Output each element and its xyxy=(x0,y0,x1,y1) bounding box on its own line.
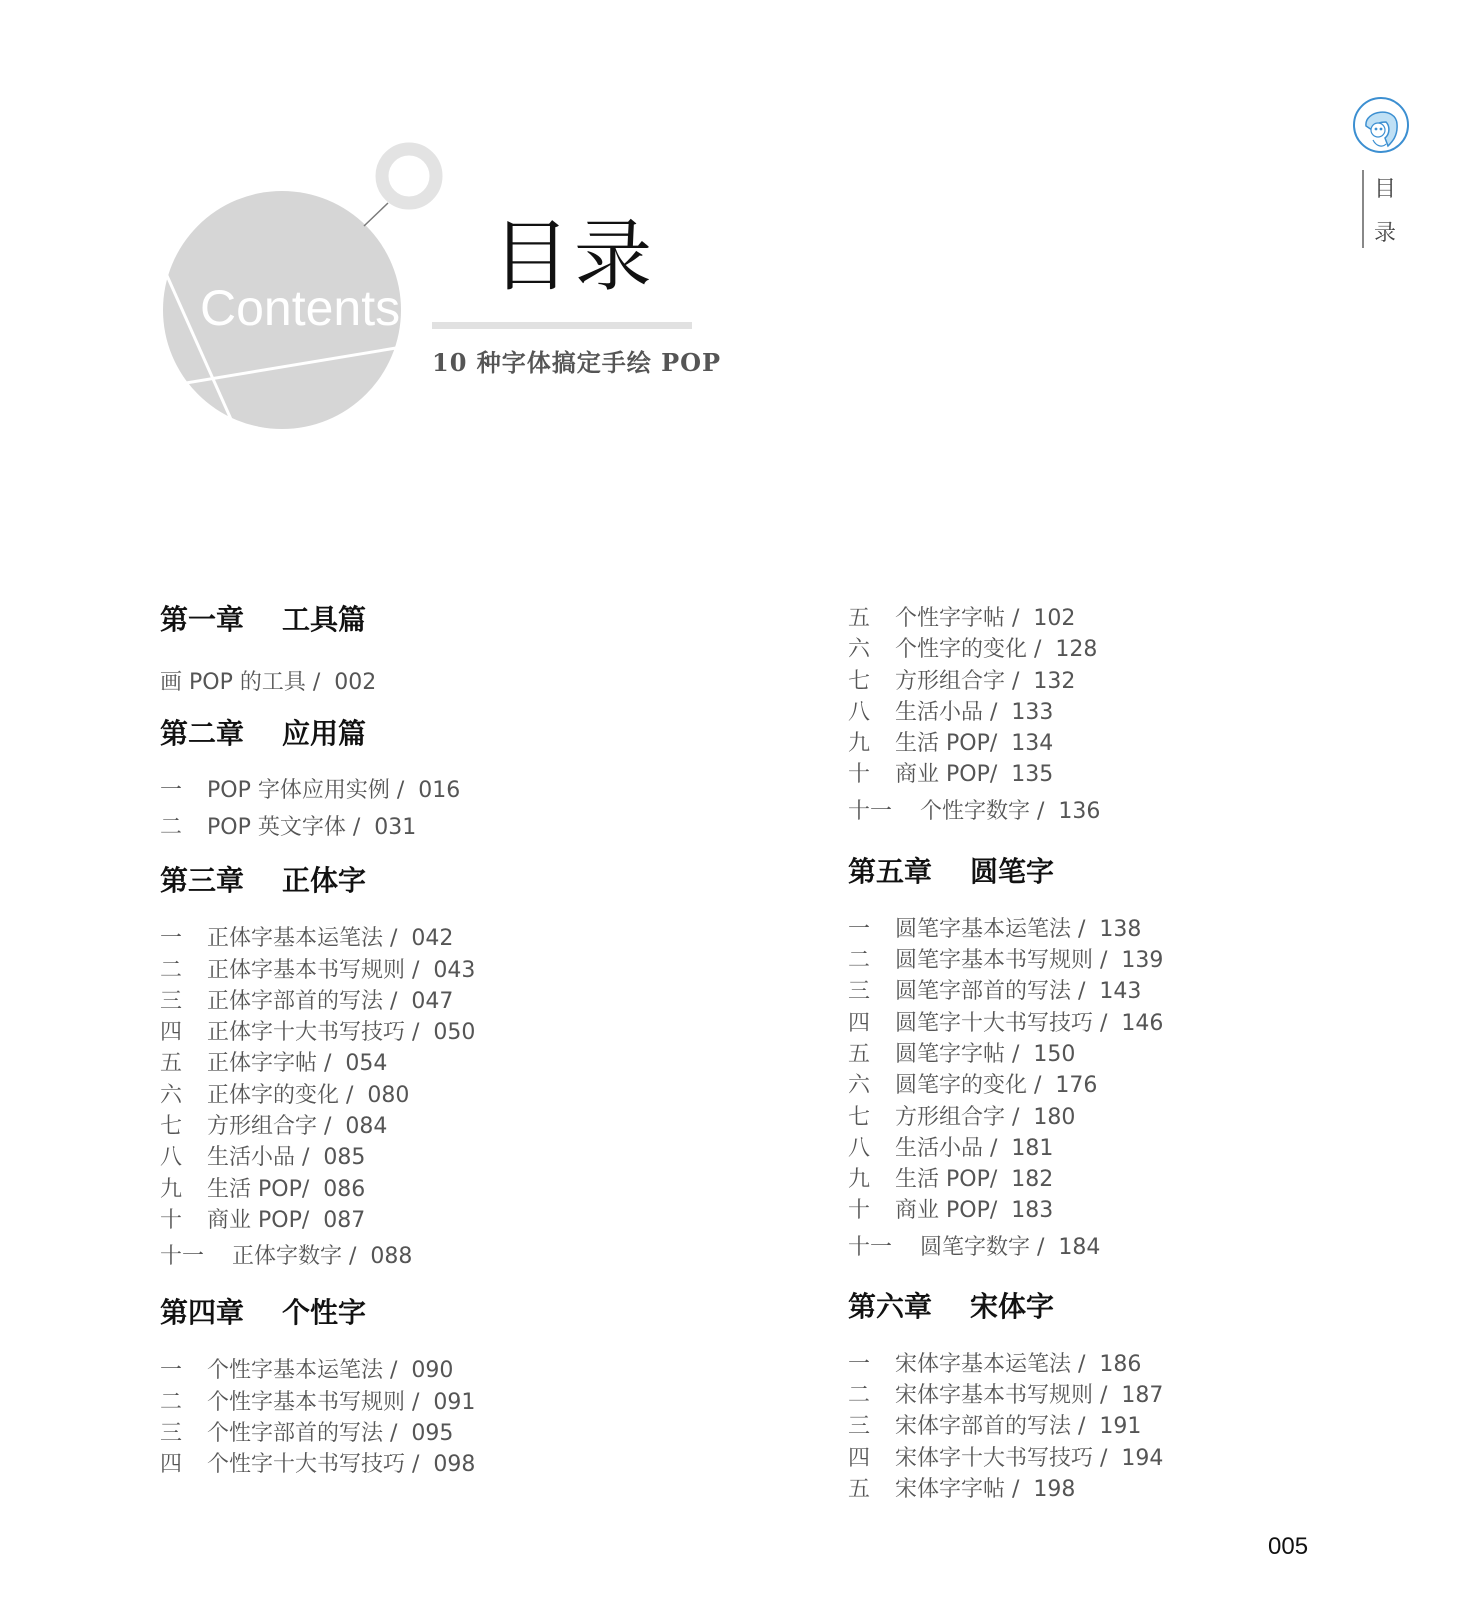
entry-title: 圆笔字基本运笔法 / xyxy=(895,916,1086,942)
entry-title: 圆笔字十大书写技巧 / xyxy=(895,1010,1108,1036)
entry-number: 十 xyxy=(160,1207,183,1233)
toc-entry[interactable] xyxy=(160,923,660,954)
toc-entry[interactable] xyxy=(160,667,660,698)
entry-title: POP 英文字体 / xyxy=(207,815,361,841)
toc-entry[interactable] xyxy=(848,1443,1348,1474)
entry-title: 圆笔字的变化 / xyxy=(895,1073,1042,1099)
chapter-name: 宋体字 xyxy=(970,1289,1055,1323)
entry-number: 八 xyxy=(848,699,871,725)
entry-title: 正体字数字 / xyxy=(232,1244,357,1270)
toc-entry[interactable] xyxy=(848,1380,1348,1411)
toc-entry[interactable] xyxy=(848,976,1348,1007)
entry-title: 正体字的变化 / xyxy=(207,1082,354,1108)
toc-entry[interactable] xyxy=(160,1174,660,1205)
toc-entry[interactable] xyxy=(848,1232,1348,1264)
chapter-2 xyxy=(160,714,660,846)
chapter-entries xyxy=(160,923,660,1273)
entry-number: 八 xyxy=(848,1135,871,1161)
entry-page: 054 xyxy=(345,1051,388,1077)
entry-number: 二 xyxy=(160,1389,183,1415)
entry-number: 九 xyxy=(848,731,871,757)
chapter-name: 正体字 xyxy=(282,864,367,898)
entry-number: 一 xyxy=(160,926,183,952)
side-label-char-2: 录 xyxy=(1374,221,1397,246)
entry-page: 002 xyxy=(334,670,377,695)
page-subtitle: 10 种字体搞定手绘 POP xyxy=(432,348,722,377)
entry-title: 正体字字帖 / xyxy=(207,1051,332,1077)
entry-title: 圆笔字字帖 / xyxy=(895,1041,1020,1067)
toc-entry[interactable] xyxy=(848,603,1348,634)
entry-page: 136 xyxy=(1058,798,1101,824)
entry-number: 二 xyxy=(160,815,183,841)
entry-title: 个性字字帖 / xyxy=(895,606,1020,631)
entry-number: 十 xyxy=(848,762,871,788)
chapter-number: 第五章 xyxy=(848,854,933,888)
toc-entry[interactable] xyxy=(848,634,1348,665)
chapter-3 xyxy=(160,861,660,1273)
entry-number: 六 xyxy=(848,637,871,663)
entry-title: 个性字部首的写法 / xyxy=(207,1420,398,1446)
toc-entry[interactable] xyxy=(160,1387,660,1418)
toc-entry[interactable] xyxy=(160,772,660,809)
entry-number: 五 xyxy=(848,1041,871,1067)
entry-page: 181 xyxy=(1011,1135,1054,1161)
entry-title: 宋体字十大书写技巧 / xyxy=(895,1445,1108,1471)
toc-entry[interactable] xyxy=(848,759,1348,790)
entry-page: 150 xyxy=(1033,1041,1076,1067)
entry-page: 043 xyxy=(433,957,476,983)
toc-entry[interactable] xyxy=(160,955,660,986)
chapter-number: 第三章 xyxy=(160,864,245,898)
entry-title: 生活小品 / xyxy=(207,1145,310,1171)
ring-ornament xyxy=(382,149,436,203)
entry-page: 133 xyxy=(1011,699,1054,725)
side-divider xyxy=(1362,170,1364,248)
entry-number: 二 xyxy=(848,1383,871,1409)
page-number: 005 xyxy=(1268,1533,1309,1560)
entry-title: 正体字基本运笔法 / xyxy=(207,926,398,952)
entry-number: 四 xyxy=(848,1010,871,1036)
entry-page: 182 xyxy=(1011,1167,1054,1193)
toc-left-column xyxy=(160,600,660,1480)
entry-page: 091 xyxy=(433,1389,476,1415)
entry-title: 正体字十大书写技巧 / xyxy=(207,1020,420,1046)
entry-number: 十一 xyxy=(848,798,893,824)
entry-page: 183 xyxy=(1011,1198,1054,1224)
entry-title: 宋体字基本书写规则 / xyxy=(895,1383,1108,1409)
side-section-label xyxy=(1374,168,1398,256)
entry-title: 生活 POP/ xyxy=(895,1167,998,1193)
entry-number: 三 xyxy=(848,979,871,1005)
chapter-entries xyxy=(160,1355,660,1480)
entry-number: 四 xyxy=(160,1020,183,1046)
toc-entry[interactable] xyxy=(848,1349,1348,1380)
chapter-number: 第一章 xyxy=(160,603,245,636)
chapter-name: 个性字 xyxy=(282,1296,367,1330)
chapter-heading xyxy=(160,1293,660,1333)
toc-entry[interactable] xyxy=(848,796,1348,828)
entry-page: 146 xyxy=(1121,1010,1164,1036)
entry-title: 圆笔字基本书写规则 / xyxy=(895,948,1108,974)
entry-number: 六 xyxy=(848,1073,871,1099)
entry-number: 八 xyxy=(160,1145,183,1171)
toc-entry[interactable] xyxy=(160,986,660,1017)
toc-entry[interactable] xyxy=(848,1070,1348,1101)
entry-number: 三 xyxy=(848,1414,871,1440)
chapter-entries xyxy=(848,603,1348,828)
entry-number: 三 xyxy=(160,988,183,1014)
entry-title: 个性字基本书写规则 / xyxy=(207,1389,420,1415)
entry-title: 宋体字基本运笔法 / xyxy=(895,1351,1086,1377)
entry-number: 六 xyxy=(160,1082,183,1108)
entry-page: 090 xyxy=(411,1358,454,1384)
entry-page: 098 xyxy=(433,1452,476,1478)
entry-title: 正体字部首的写法 / xyxy=(207,988,398,1014)
entry-number: 一 xyxy=(160,1358,183,1384)
entry-number: 九 xyxy=(160,1176,183,1202)
entry-page: 047 xyxy=(411,988,454,1014)
entry-number: 十一 xyxy=(848,1234,893,1260)
toc-entry[interactable] xyxy=(160,1355,660,1386)
entry-page: 138 xyxy=(1099,916,1142,942)
entry-number: 七 xyxy=(160,1114,183,1140)
chapter-heading xyxy=(848,1287,1348,1327)
entry-number: 五 xyxy=(848,606,871,631)
entry-title: 生活小品 / xyxy=(895,699,998,725)
toc-entry[interactable] xyxy=(848,1102,1348,1133)
ring-connector xyxy=(364,203,388,226)
entry-page: 016 xyxy=(418,778,461,804)
entry-number: 九 xyxy=(848,1167,871,1193)
entry-title: 商业 POP/ xyxy=(207,1207,310,1233)
entry-title: 生活 POP/ xyxy=(895,731,998,757)
entry-title: 个性字十大书写技巧 / xyxy=(207,1452,420,1478)
entry-page: 080 xyxy=(367,1082,410,1108)
toc-entry[interactable] xyxy=(848,1474,1348,1505)
chapter-1 xyxy=(160,600,660,698)
entry-title: 商业 POP/ xyxy=(895,1198,998,1224)
toc-entry[interactable] xyxy=(848,1411,1348,1442)
entry-page: 088 xyxy=(370,1244,413,1270)
entry-number: 一 xyxy=(848,916,871,942)
chapter-entries xyxy=(160,772,660,846)
toc-entry[interactable] xyxy=(848,1039,1348,1070)
entry-number: 二 xyxy=(160,957,183,983)
toc-entry[interactable] xyxy=(160,1418,660,1449)
entry-title: 个性字基本运笔法 / xyxy=(207,1358,398,1384)
toc-entry[interactable] xyxy=(848,1164,1348,1195)
toc-entry[interactable] xyxy=(160,1017,660,1048)
entry-page: 085 xyxy=(323,1145,366,1171)
entry-page: 087 xyxy=(323,1207,366,1233)
chapter-heading xyxy=(848,852,1348,892)
entry-page: 050 xyxy=(433,1020,476,1046)
entry-number: 二 xyxy=(848,948,871,974)
chapter-heading xyxy=(160,714,660,754)
cartoon-girl-logo-icon xyxy=(1352,96,1410,154)
chapter-number: 第六章 xyxy=(848,1289,933,1323)
page-title: 目录 xyxy=(492,212,657,302)
chapter-4 xyxy=(160,1293,660,1480)
toc-entry[interactable] xyxy=(848,1195,1348,1226)
entry-number: 四 xyxy=(160,1452,183,1478)
toc-entry[interactable] xyxy=(160,1142,660,1173)
chapter-6 xyxy=(848,1287,1348,1505)
entry-title: 个性字的变化 / xyxy=(895,637,1042,663)
toc-entry[interactable] xyxy=(160,1080,660,1111)
entry-number: 七 xyxy=(848,668,871,694)
entry-page: 084 xyxy=(345,1114,388,1140)
entry-title: 圆笔字数字 / xyxy=(920,1234,1045,1260)
entry-title: 正体字基本书写规则 / xyxy=(207,957,420,983)
chapter-4-continued xyxy=(848,603,1348,828)
toc-entry[interactable] xyxy=(848,697,1348,728)
entry-page: 128 xyxy=(1055,637,1098,663)
entry-title: 方形组合字 / xyxy=(895,1104,1020,1130)
entry-number: 五 xyxy=(160,1051,183,1077)
toc-entry[interactable] xyxy=(160,1048,660,1079)
chapter-entries xyxy=(848,914,1348,1264)
side-label-char-1: 目 xyxy=(1374,177,1397,202)
entry-number: 四 xyxy=(848,1445,871,1471)
entry-page: 143 xyxy=(1099,979,1142,1005)
entry-number: 十 xyxy=(848,1198,871,1224)
entry-page: 132 xyxy=(1033,668,1076,694)
toc-entry[interactable] xyxy=(848,945,1348,976)
entry-page: 042 xyxy=(411,926,454,952)
toc-entry[interactable] xyxy=(160,1449,660,1480)
entry-number: 三 xyxy=(160,1420,183,1446)
entry-page: 095 xyxy=(411,1420,454,1446)
entry-page: 102 xyxy=(1033,606,1076,631)
chapter-5 xyxy=(848,852,1348,1264)
entry-page: 187 xyxy=(1121,1383,1164,1409)
chapter-entries xyxy=(848,1349,1348,1505)
toc-entry[interactable] xyxy=(848,914,1348,945)
entry-page: 194 xyxy=(1121,1445,1164,1471)
entry-number: 十一 xyxy=(160,1244,205,1270)
entry-page: 186 xyxy=(1099,1351,1142,1377)
toc-entry[interactable] xyxy=(160,1241,660,1273)
entry-title: 宋体字部首的写法 / xyxy=(895,1414,1086,1440)
entry-number: 一 xyxy=(160,778,183,804)
entry-title: 商业 POP/ xyxy=(895,762,998,788)
entry-title: 画 POP 的工具 / xyxy=(160,670,321,695)
entry-title: 方形组合字 / xyxy=(207,1114,332,1140)
entry-title: 圆笔字部首的写法 / xyxy=(895,979,1086,1005)
toc-entry[interactable] xyxy=(848,728,1348,759)
toc-right-column xyxy=(848,603,1348,1505)
toc-entry[interactable] xyxy=(848,1133,1348,1164)
entry-page: 191 xyxy=(1099,1414,1142,1440)
chapter-heading xyxy=(160,600,660,640)
chapter-name: 工具篇 xyxy=(282,603,367,636)
entry-title: 生活 POP/ xyxy=(207,1176,310,1202)
entry-number: 五 xyxy=(848,1476,871,1502)
entry-page: 139 xyxy=(1121,948,1164,974)
entry-title: 生活小品 / xyxy=(895,1135,998,1161)
entry-number: 一 xyxy=(848,1351,871,1377)
entry-page: 031 xyxy=(374,815,417,841)
contents-label: Contents xyxy=(200,280,401,336)
entry-number: 七 xyxy=(848,1104,871,1130)
entry-page: 135 xyxy=(1011,762,1054,788)
chapter-number: 第四章 xyxy=(160,1296,245,1330)
toc-entry[interactable] xyxy=(848,666,1348,697)
entry-title: POP 字体应用实例 / xyxy=(207,778,405,804)
chapter-entries xyxy=(160,667,660,698)
entry-page: 180 xyxy=(1033,1104,1076,1130)
chapter-name: 应用篇 xyxy=(282,717,367,751)
chapter-name: 圆笔字 xyxy=(970,854,1055,888)
entry-page: 184 xyxy=(1058,1234,1101,1260)
entry-page: 086 xyxy=(323,1176,366,1202)
toc-entry[interactable] xyxy=(160,809,660,846)
chapter-number: 第二章 xyxy=(160,717,245,751)
title-underline xyxy=(432,322,692,329)
contents-circle-decoration xyxy=(140,130,460,460)
entry-page: 198 xyxy=(1033,1476,1076,1502)
entry-page: 134 xyxy=(1011,731,1054,757)
entry-page: 176 xyxy=(1055,1073,1098,1099)
toc-entry[interactable] xyxy=(848,1008,1348,1039)
entry-title: 方形组合字 / xyxy=(895,668,1020,694)
toc-entry[interactable] xyxy=(160,1111,660,1142)
chapter-heading xyxy=(160,861,660,901)
entry-title: 宋体字字帖 / xyxy=(895,1476,1020,1502)
toc-entry[interactable] xyxy=(160,1205,660,1236)
entry-title: 个性字数字 / xyxy=(920,798,1045,824)
